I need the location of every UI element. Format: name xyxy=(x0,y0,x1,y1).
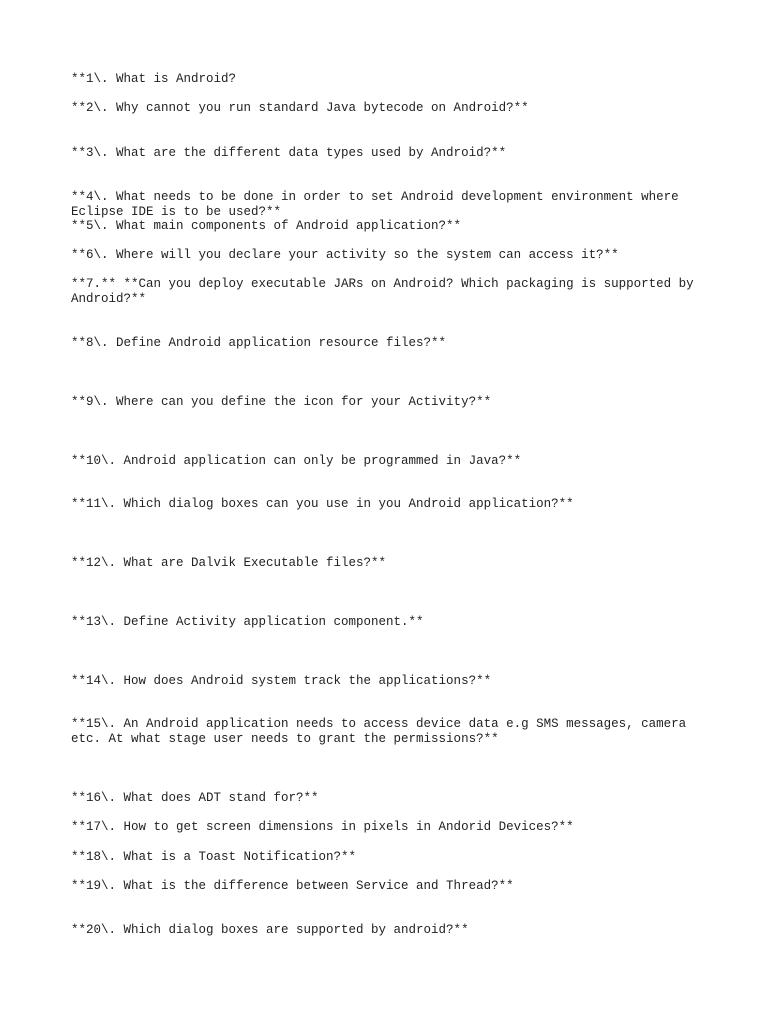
question-4: **4\. What needs to be done in order to set Android development environment where Eclipse IDE is to be used?** xyxy=(71,190,687,219)
question-15: **15\. An Android application needs to access device data e.g SMS messages, camera etc. At what stage user needs to grant the permissions?** xyxy=(71,717,694,746)
question-18: **18\. What is a Toast Notification?** xyxy=(71,850,357,864)
question-10: **10\. Android application can only be programmed in Java?** xyxy=(71,454,522,468)
question-7: **7.** **Can you deploy executable JARs on Android? Which packaging is supported by Android?** xyxy=(71,277,702,306)
question-11: **11\. Which dialog boxes can you use in you Android application?** xyxy=(71,497,574,511)
question-17: **17\. How to get screen dimensions in pixels in Andorid Devices?** xyxy=(71,820,574,834)
question-2: **2\. Why cannot you run standard Java bytecode on Android?** xyxy=(71,101,529,115)
question-19: **19\. What is the difference between Service and Thread?** xyxy=(71,879,514,893)
question-20: **20\. Which dialog boxes are supported by android?** xyxy=(71,923,469,937)
question-8: **8\. Define Android application resource files?** xyxy=(71,336,447,350)
question-13: **13\. Define Activity application component.** xyxy=(71,615,424,629)
question-3: **3\. What are the different data types used by Android?** xyxy=(71,146,507,160)
question-9: **9\. Where can you define the icon for your Activity?** xyxy=(71,395,492,409)
question-16: **16\. What does ADT stand for?** xyxy=(71,791,319,805)
question-6: **6\. Where will you declare your activity so the system can access it?** xyxy=(71,248,619,262)
question-5: **5\. What main components of Android application?** xyxy=(71,219,462,233)
question-12: **12\. What are Dalvik Executable files?** xyxy=(71,556,387,570)
question-1: **1\. What is Android? xyxy=(71,72,237,86)
question-14: **14\. How does Android system track the applications?** xyxy=(71,674,492,688)
